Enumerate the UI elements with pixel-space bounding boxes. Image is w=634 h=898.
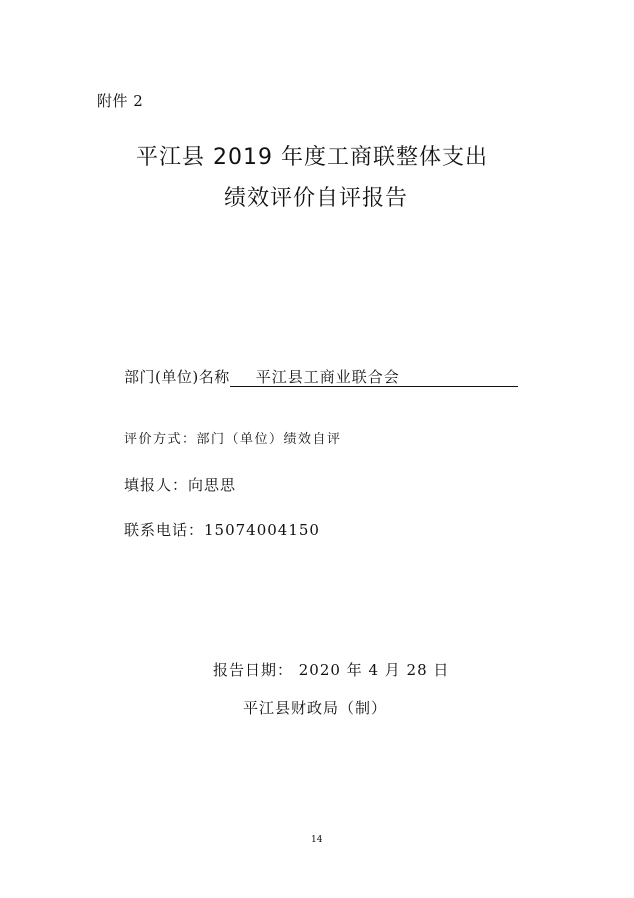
issuer: 平江县财政局（制）: [243, 699, 388, 717]
report-title-line-1: 平江县 2019 年度工商联整体支出: [136, 145, 488, 170]
filler-name: 填报人：向思思: [124, 476, 237, 494]
department-value: 平江县工商业联合会: [230, 368, 518, 387]
report-date: 报告日期： 2020 年 4 月 28 日: [213, 661, 450, 679]
page-number: 14: [311, 835, 323, 845]
evaluation-method: 评价方式：部门（单位）绩效自评: [124, 432, 342, 447]
report-title-line-2: 绩效评价自评报告: [224, 186, 409, 211]
attachment-label: 附件 2: [97, 92, 144, 110]
department-label: 部门(单位)名称: [124, 368, 230, 386]
department-row: [124, 366, 518, 387]
contact-phone: 联系电话：15074004150: [124, 521, 320, 539]
